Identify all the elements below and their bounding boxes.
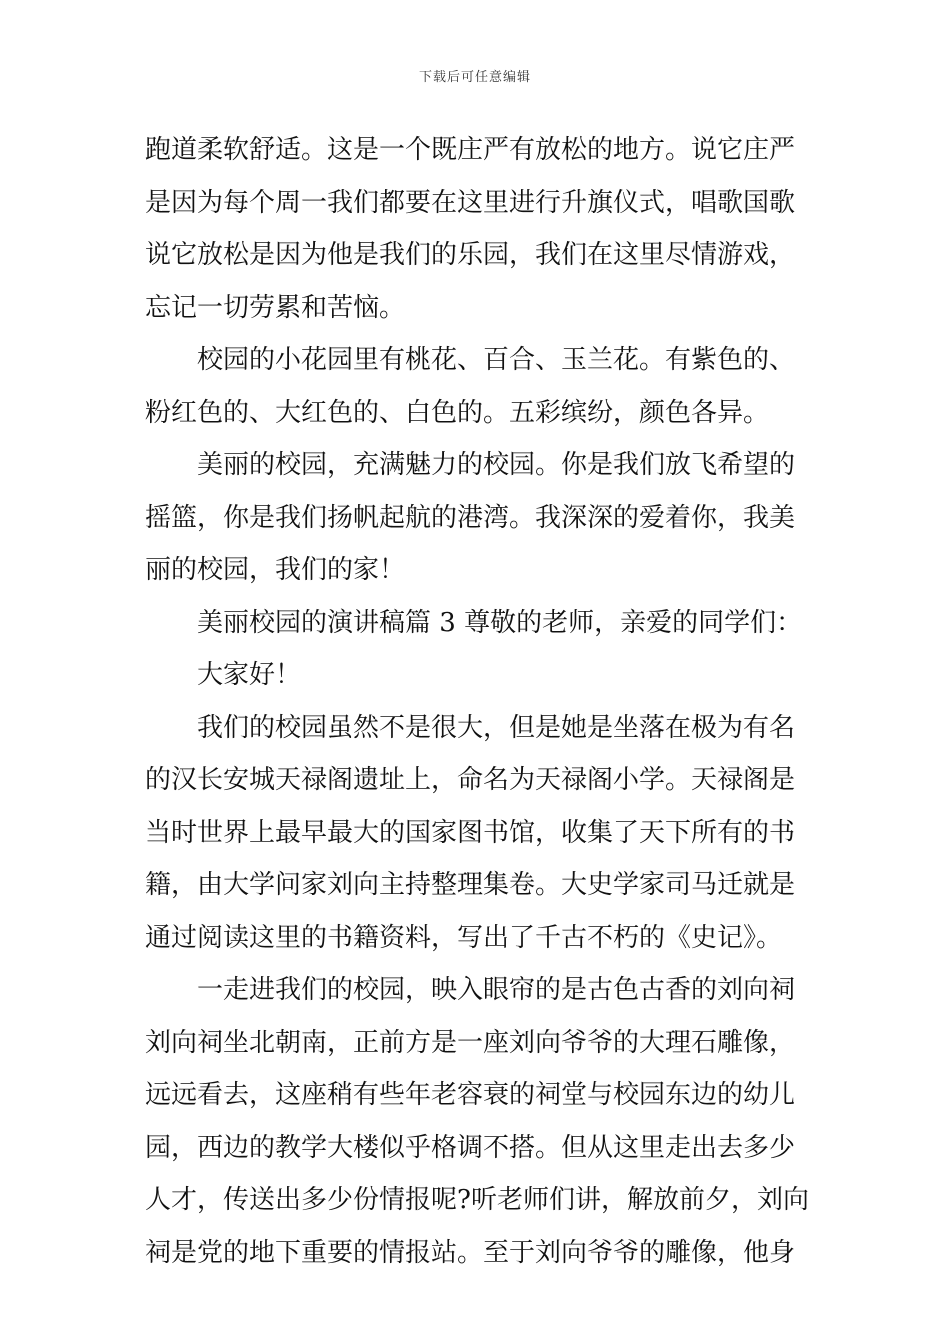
text-line: 远远看去，这座稍有些年老容衰的祠堂与校园东边的幼儿 <box>145 1080 796 1110</box>
text-line: 籍，由大学问家刘向主持整理集卷。大史学家司马迁就是 <box>145 870 796 900</box>
text-line: 粉红色的、大红色的、白色的。五彩缤纷，颜色各异。 <box>145 397 770 428</box>
text-line: 大家好！ <box>197 660 302 690</box>
text-line: 跑道柔软舒适。这是一个既庄严有放松的地方。说它庄严 <box>145 135 796 165</box>
text-line: 丽的校园，我们的家！ <box>145 555 406 585</box>
body-text <box>145 124 810 1279</box>
text-line: 刘向祠坐北朝南，正前方是一座刘向爷爷的大理石雕像， <box>145 1027 796 1058</box>
text-line: 人才，传送出多少份情报呢?听老师们讲，解放前夕，刘向 <box>145 1185 809 1215</box>
page-header: 下载后可任意编辑 <box>418 70 531 85</box>
text-line: 美丽校园的演讲稿篇 3 尊敬的老师，亲爱的同学们： <box>197 607 803 638</box>
text-line: 我们的校园虽然不是很大，但是她是坐落在极为有名 <box>197 712 796 743</box>
text-line: 通过阅读这里的书籍资料，写出了千古不朽的《史记》。 <box>145 922 783 953</box>
text-line: 当时世界上最早最大的国家图书馆，收集了天下所有的书 <box>145 817 796 848</box>
text-line: 一走进我们的校园，映入眼帘的是古色古香的刘向祠 <box>197 975 796 1005</box>
text-line: 美丽的校园，充满魅力的校园。你是我们放飞希望的 <box>197 450 796 480</box>
text-line: 摇篮，你是我们扬帆起航的港湾。我深深的爱着你，我美 <box>145 502 796 533</box>
text-line: 忘记一切劳累和苦恼。 <box>145 292 406 323</box>
text-line: 校园的小花园里有桃花、百合、玉兰花。有紫色的、 <box>197 345 796 375</box>
text-line: 的汉长安城天禄阁遗址上，命名为天禄阁小学。天禄阁是 <box>145 765 796 795</box>
text-line: 是因为每个周一我们都要在这里进行升旗仪式，唱歌国歌 <box>145 187 796 218</box>
text-line: 园，西边的教学大楼似乎格调不搭。但从这里走出去多少 <box>145 1132 796 1163</box>
text-line: 祠是党的地下重要的情报站。至于刘向爷爷的雕像，他身 <box>145 1237 796 1268</box>
text-line: 说它放松是因为他是我们的乐园，我们在这里尽情游戏， <box>145 240 796 270</box>
